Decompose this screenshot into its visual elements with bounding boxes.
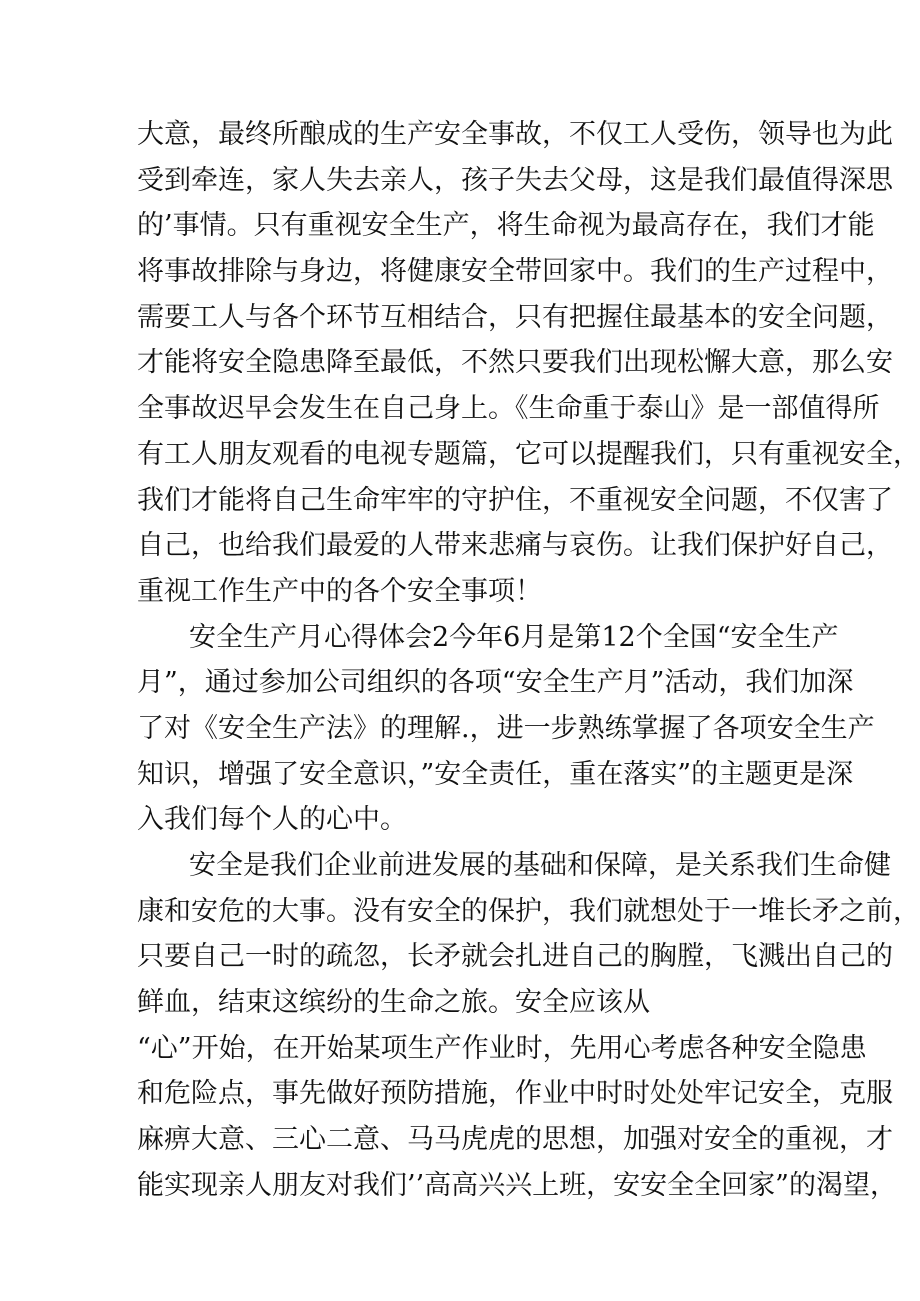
text-line: 的’事情。只有重视安全生产，将生命视为最高存在，我们才能	[137, 210, 875, 242]
text-line: 知识，增强了安全意识，”安全责任，重在落实”的主题更是深	[137, 758, 854, 790]
text-line: 受到牵连，家人失去亲人，孩子失去父母，这是我们最值得深思	[137, 164, 893, 196]
text-line: 有工人朋友观看的电视专题篇，它可以提醒我们，只有重视安全，	[137, 438, 920, 470]
text-line: “心”开始，在开始某项生产作业时，先用心考虑各种安全隐患	[137, 1032, 867, 1064]
text-line: 将事故排除与身边，将健康安全带回家中。我们的生产过程中，	[137, 256, 893, 288]
text-line: 麻痹大意、三心二意、马马虎虎的思想，加强对安全的重视，才	[137, 1124, 893, 1156]
text-line: 入我们每个人的心中。	[137, 804, 407, 836]
text-line: 全事故迟早会发生在自己身上。《生命重于泰山》是一部值得所	[137, 393, 880, 425]
text-line: 了对《安全生产法》的理解.，进一步熟练掌握了各项安全生产	[137, 712, 875, 744]
text-line: 自己，也给我们最爱的人带来悲痛与哀伤。让我们保护好自己，	[137, 530, 893, 562]
text-line: 鲜血，结束这缤纷的生命之旅。安全应该从	[137, 987, 650, 1019]
text-line: 康和安危的大事。没有安全的保护，我们就想处于一堆长矛之前，	[137, 895, 920, 927]
text-line: 我们才能将自己生命牢牢的守护住，不重视安全问题，不仅害了	[137, 484, 893, 516]
text-line: 大意，最终所酿成的生产安全事故，不仅工人受伤，领导也为此	[137, 119, 893, 150]
paragraph-start-line: 安全生产月心得体会2今年6月是第12个全国“安全生产	[189, 621, 839, 653]
text-line: 能实现亲人朋友对我们’’高高兴兴上班，安安全全回家”的渴望，	[137, 1169, 897, 1201]
text-line: 才能将安全隐患降至最低，不然只要我们出现松懈大意，那么安	[137, 347, 893, 379]
text-line: 重视工作生产中的各个安全事项！	[137, 575, 542, 607]
text-line: 月”，通过参加公司组织的各项“安全生产月”活动，我们加深	[137, 667, 854, 699]
document-body	[137, 112, 920, 1209]
paragraph-start-line: 安全是我们企业前进发展的基础和保障，是关系我们生命健	[189, 850, 891, 881]
text-line: 只要自己一时的疏忽，长矛就会扎进自己的胸膛，飞溅出自己的	[137, 941, 893, 973]
text-line: 和危险点，事先做好预防措施，作业中时时处处牢记安全，克服	[137, 1078, 893, 1110]
text-line: 需要工人与各个环节互相结合，只有把握住最基本的安全问题，	[137, 301, 893, 333]
